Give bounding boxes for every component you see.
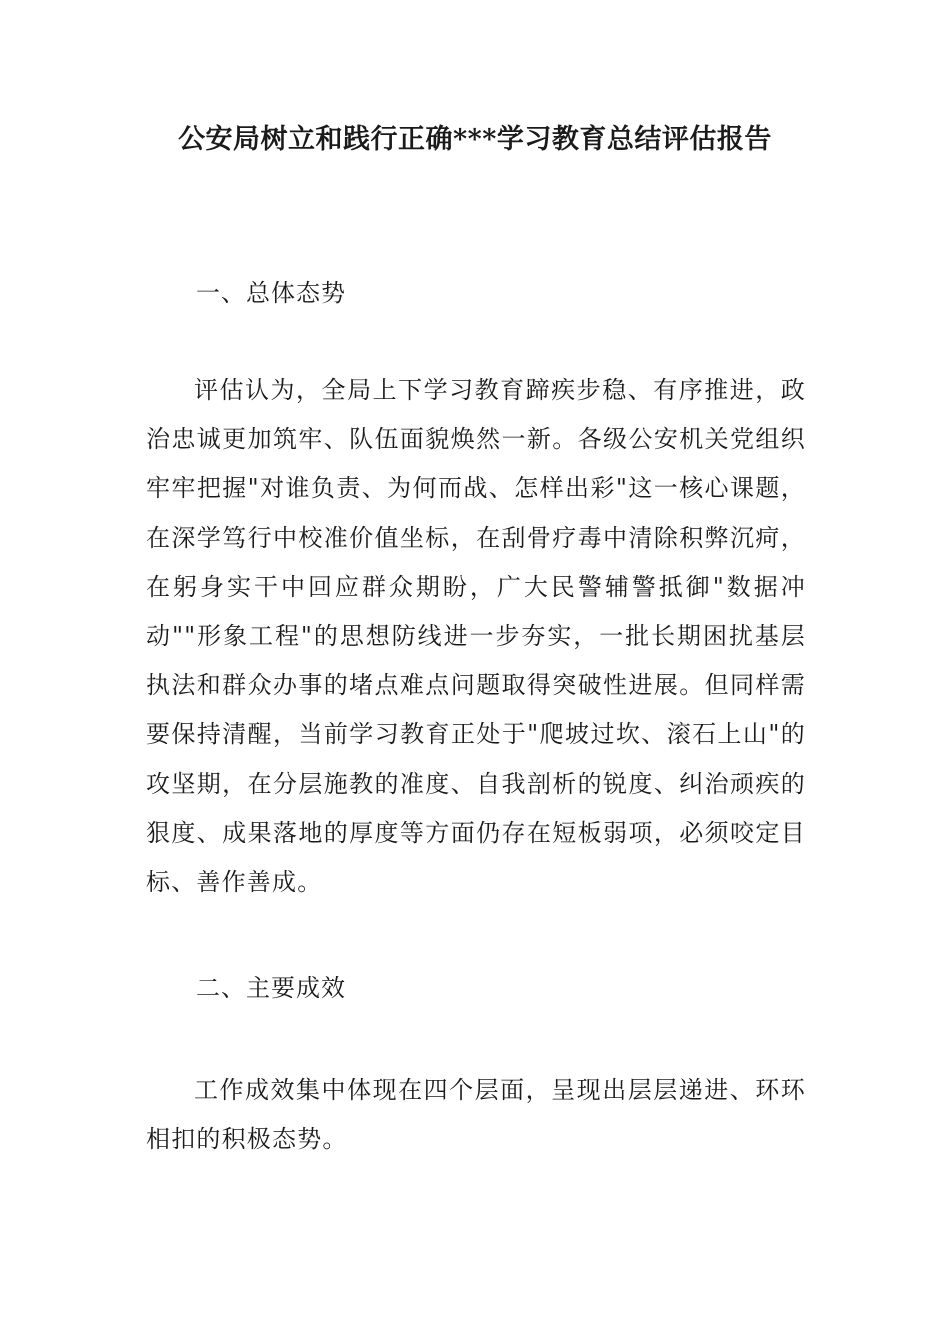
document-title: 公安局树立和践行正确***学习教育总结评估报告 xyxy=(178,124,772,155)
section-paragraph-results: 工作成效集中体现在四个层面，呈现出层层递进、环环相扣的积极态势。 xyxy=(146,1076,806,1154)
section-heading-results: 二、主要成效 xyxy=(196,974,346,1002)
section-paragraph-overall: 评估认为，全局上下学习教育蹄疾步稳、有序推进，政治忠诚更加筑牢、队伍面貌焕然一新。各级公安机关党组织牢牢把握"对谁负责、为何而战、怎样出彩"这一核心课题，在深学笃行中校准价值坐标，在刮骨疗毒中清除积弊沉疴，在躬身实干中回应群众期盼，广大民警辅警抵御"数据冲动""形象工程"的思想防线进一步夯实，一批长期困扰基层执法和群众办事的堵点难点问题取得突破性进展。但同样需要保持清醒，当前学习教育正处于"爬坡过坎、滚石上山"的攻坚期，在分层施教的准度、自我剖析的锐度、纠治顽疾的狠度、成果落地的厚度等方面仍存在短板弱项，必须咬定目标、善作善成。 xyxy=(146,376,806,897)
section-heading-overall: 一、总体态势 xyxy=(196,279,346,307)
